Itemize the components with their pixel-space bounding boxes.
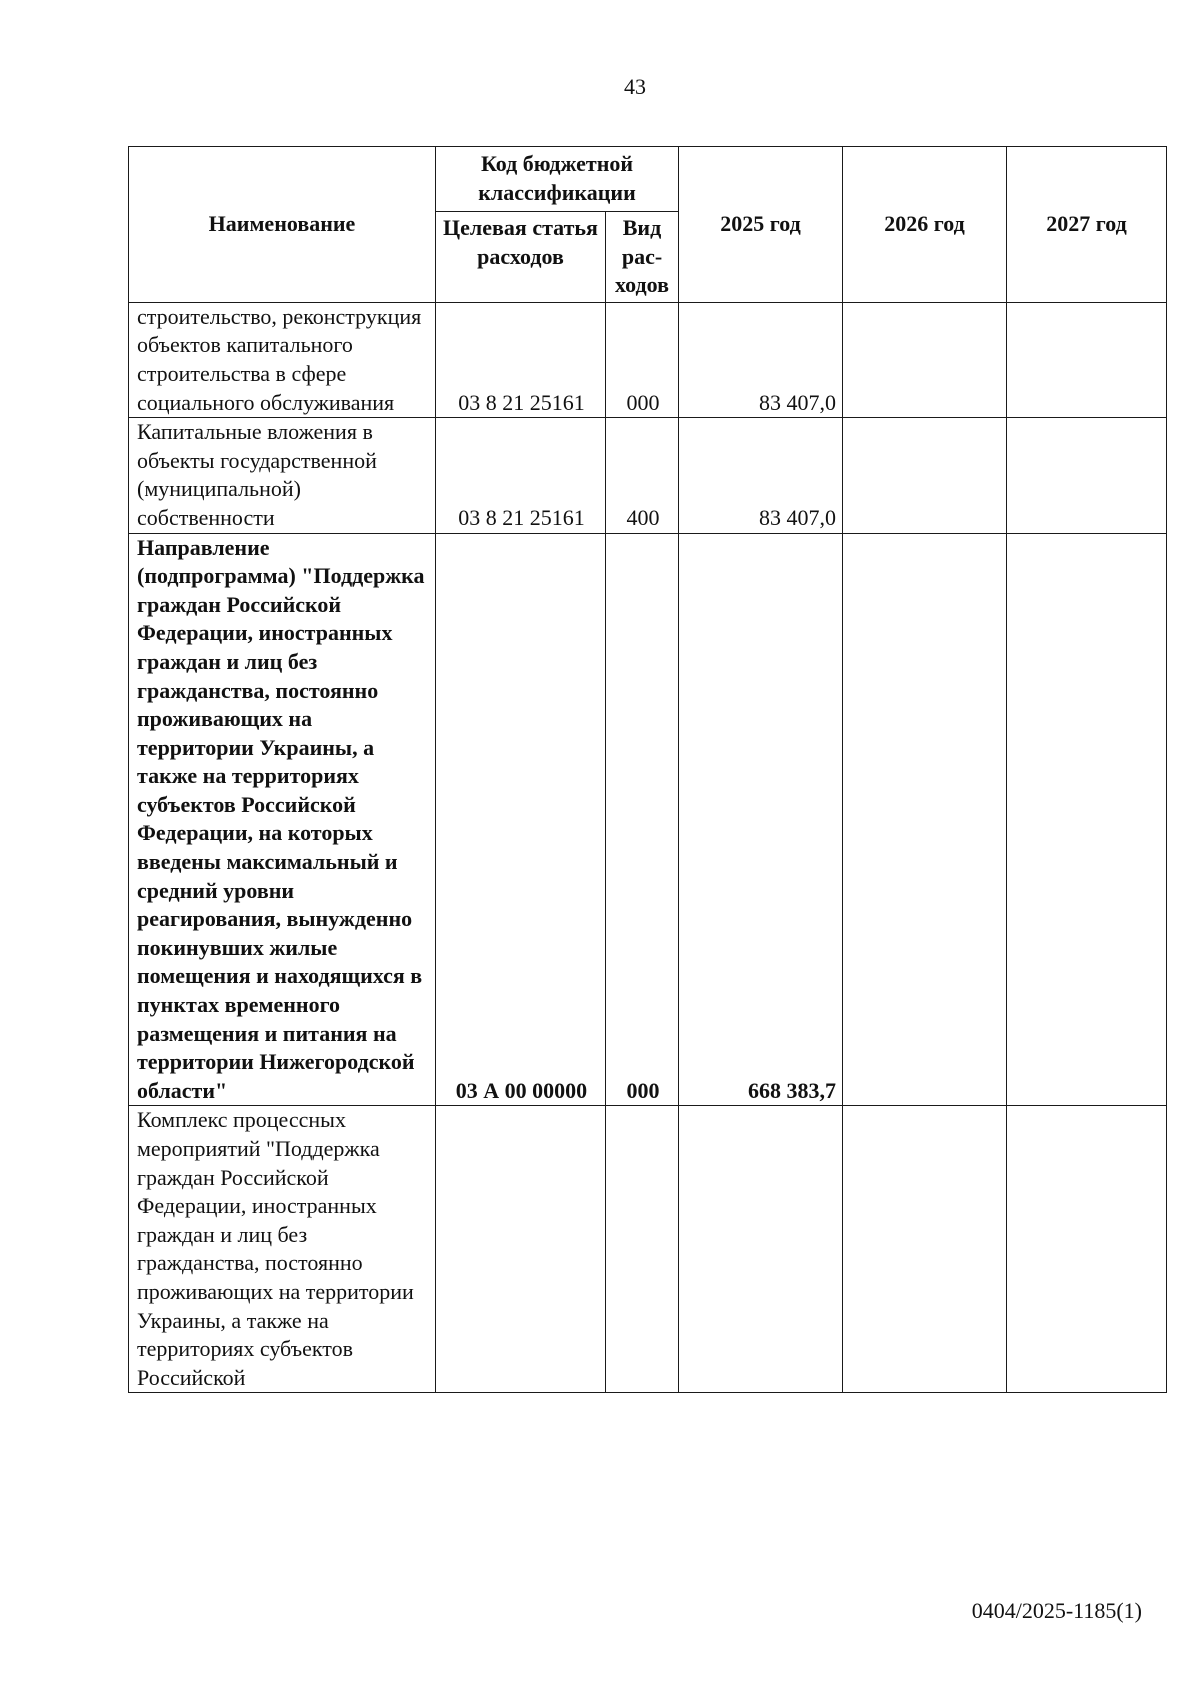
row-amount-2025 — [679, 1106, 843, 1393]
row-name: Комплекс процессных мероприятий "Поддержка граждан Российской Федерации, иностранных граждан и лиц без гражданства, постоянно проживающих на территории Украины, а также на территориях субъектов Российской — [129, 1106, 436, 1393]
table-row — [129, 533, 1167, 1106]
row-amount-2025: 83 407,0 — [679, 302, 843, 417]
row-expense-type: 000 — [606, 533, 679, 1106]
row-expense-type — [606, 1106, 679, 1393]
row-amount-2026 — [843, 533, 1007, 1106]
header-expense-type: Вид рас-ходов — [606, 212, 679, 303]
header-name: Наименование — [129, 147, 436, 303]
row-amount-2026 — [843, 302, 1007, 417]
row-amount-2027 — [1007, 533, 1167, 1106]
table-row — [129, 418, 1167, 533]
row-amount-2027 — [1007, 418, 1167, 533]
table-row — [129, 302, 1167, 417]
row-amount-2027 — [1007, 1106, 1167, 1393]
row-amount-2027 — [1007, 302, 1167, 417]
row-name: Направление (подпрограмма) "Поддержка граждан Российской Федерации, иностранных граждан и лиц без гражданства, постоянно проживающих на территории Украины, а также на территориях субъектов Российской Федерации, на которых введены максимальный и средний уровни реагирования, вынужденно покинувших жилые помещения и находящихся в пунктах временного размещения и питания на территории Нижегородской области" — [129, 533, 436, 1106]
table-header — [129, 147, 1167, 303]
header-budget-code-group: Код бюджетной классификации — [436, 147, 679, 212]
row-amount-2026 — [843, 418, 1007, 533]
row-expense-type: 400 — [606, 418, 679, 533]
row-expense-type: 000 — [606, 302, 679, 417]
row-target-article — [436, 1106, 606, 1393]
row-target-article: 03 8 21 25161 — [436, 418, 606, 533]
header-target-article: Целевая статья расходов — [436, 212, 606, 303]
row-amount-2025: 83 407,0 — [679, 418, 843, 533]
row-name: Капитальные вложения в объекты государственной (муниципальной) собственности — [129, 418, 436, 533]
row-target-article: 03 А 00 00000 — [436, 533, 606, 1106]
header-year-2026: 2026 год — [843, 147, 1007, 303]
row-target-article: 03 8 21 25161 — [436, 302, 606, 417]
row-name: строительство, реконструкция объектов капитального строительства в сфере социального обслуживания — [129, 302, 436, 417]
table-row — [129, 1106, 1167, 1393]
document-number: 0404/2025-1185(1) — [971, 1598, 1142, 1623]
row-amount-2026 — [843, 1106, 1007, 1393]
row-amount-2025: 668 383,7 — [679, 533, 843, 1106]
header-year-2025: 2025 год — [679, 147, 843, 303]
header-year-2027: 2027 год — [1007, 147, 1167, 303]
page-number: 43 — [624, 74, 646, 99]
budget-table — [128, 146, 1167, 1393]
